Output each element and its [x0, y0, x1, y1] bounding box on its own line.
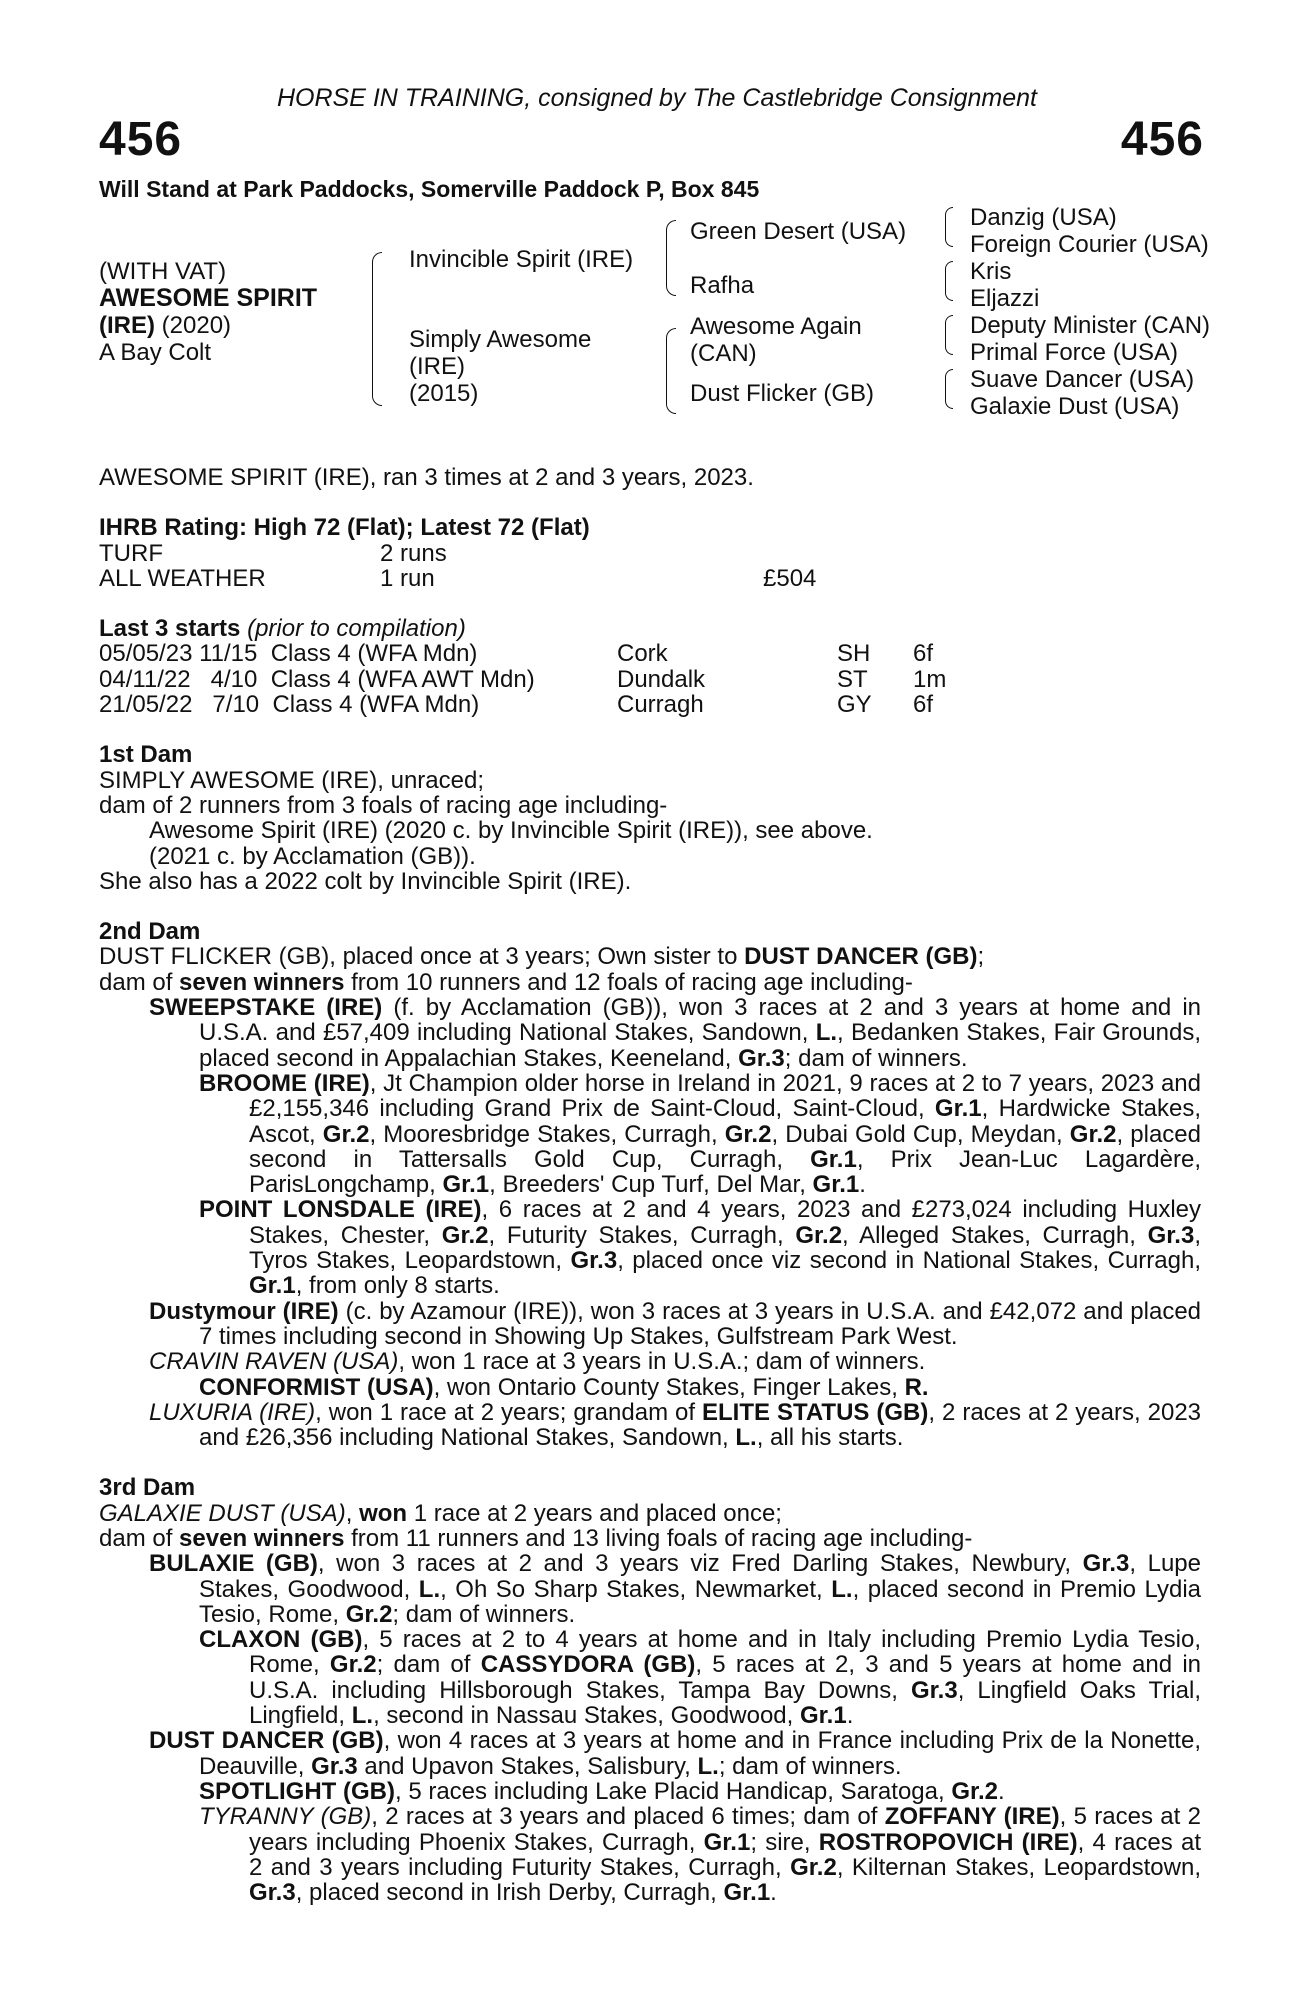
pedigree-ssd: Foreign Courier (USA): [970, 231, 1209, 258]
horse-name: AWESOME SPIRIT: [99, 284, 318, 312]
pedigree-sdd: Eljazzi: [970, 285, 1040, 312]
text: , Hardwicke Stakes, Ascot,: [249, 1095, 1201, 1148]
pedigree-dsd: Primal Force (USA): [970, 339, 1179, 366]
horse-name: DUST DANCER (GB): [744, 943, 978, 971]
grade: Gr.2: [795, 1221, 843, 1249]
grade: Gr.2: [322, 1120, 370, 1148]
third-dam-line: [99, 1526, 1201, 1551]
pedigree-bracket-main: [372, 252, 382, 406]
text: ; sire,: [750, 1828, 819, 1856]
start-race: 21/05/22 7/10 Class 4 (WFA Mdn): [99, 691, 480, 719]
grade: Gr.3: [1147, 1221, 1195, 1249]
progeny-entry: [99, 1400, 1201, 1451]
text: .: [998, 1777, 1005, 1805]
grade: Gr.2: [345, 1600, 393, 1628]
progeny-entry: [99, 1349, 1201, 1374]
rating-surface: ALL WEATHER: [99, 564, 266, 592]
horse-year: (2020): [161, 312, 232, 339]
grade: Gr.2: [951, 1777, 999, 1805]
last-starts-heading: [99, 616, 1201, 641]
catalogue-body: [99, 465, 1201, 1905]
text: , won Ontario County Stakes, Finger Lakes,: [433, 1373, 905, 1401]
text: , second in Nassau Stakes, Goodwood,: [373, 1702, 800, 1730]
text: ; dam of winners.: [718, 1752, 902, 1780]
grade: Gr.3: [311, 1752, 358, 1780]
start-course: Cork: [617, 640, 668, 668]
start-distance: 6f: [913, 691, 934, 719]
text: , won 1 race at 3 years in U.S.A.; dam of winners.: [398, 1348, 926, 1376]
text: , Bedanken Stakes, Fair Grounds, placed second in Appalachian Stakes, Keeneland,: [199, 1019, 1201, 1072]
winners-count: seven winners: [179, 1524, 345, 1552]
second-dam-line: [99, 944, 1201, 969]
text: .: [846, 1702, 854, 1730]
start-course: Curragh: [617, 691, 704, 719]
text: .: [859, 1171, 866, 1199]
text: , 5 races at 2 years including Phoenix Stakes, Curragh,: [249, 1803, 1201, 1856]
text: , Prix Jean-Luc Lagardère, ParisLongchamp,: [249, 1145, 1201, 1199]
start-distance: 6f: [913, 640, 934, 668]
grade: L.: [697, 1752, 719, 1780]
grade: Gr.2: [724, 1120, 772, 1148]
text: , placed once viz second in National Stakes, Curragh,: [617, 1247, 1201, 1275]
text: , won 3 races at 2 and 3 years viz Fred Darling Stakes, Newbury,: [317, 1550, 1083, 1578]
horse-name: GALAXIE DUST (USA): [99, 1499, 346, 1527]
progeny-entry: [99, 1299, 1201, 1350]
text: , 5 races at 2 to 4 years at home and in Italy including Premio Lydia Tesio, Rome,: [249, 1626, 1202, 1679]
horse-name: ELITE STATUS (GB): [702, 1398, 929, 1426]
pedigree-sds: Kris: [970, 258, 1012, 285]
stand-location: Will Stand at Park Paddocks, Somerville Paddock P, Box 845: [99, 176, 760, 202]
pedigree-sd: Rafha: [690, 272, 755, 299]
consignment-header: HORSE IN TRAINING, consigned by The Castlebridge Consignment: [276, 84, 1038, 112]
text: , 6 races at 2 and 4 years, 2023 and £273,024 including Huxley Stakes, Chester,: [249, 1196, 1201, 1249]
pedigree-bracket-dd: [945, 369, 953, 409]
third-dam-title: 3rd Dam: [99, 1474, 196, 1502]
grade: L.: [735, 1424, 757, 1452]
text: , 4 races at 2 and 3 years including Futurity Stakes, Curragh,: [249, 1828, 1202, 1881]
grade: Gr.2: [441, 1221, 489, 1249]
pedigree-ds-1: Awesome Again: [690, 313, 862, 340]
progeny-entry: [99, 1804, 1201, 1905]
pedigree-sire: Invincible Spirit (IRE): [409, 246, 634, 273]
progeny-entry: [99, 995, 1201, 1071]
pedigree-dam-2: (IRE): [409, 353, 465, 380]
pedigree-bracket-sire: [666, 220, 676, 296]
start-going: ST: [837, 665, 868, 693]
grade: Gr.1: [723, 1879, 771, 1907]
pedigree-sss: Danzig (USA): [970, 204, 1117, 231]
grade: Gr.1: [810, 1145, 857, 1173]
second-dam-line: [99, 970, 1201, 995]
rating-row-turf: [99, 541, 1201, 566]
grade: Gr.3: [249, 1879, 296, 1907]
pedigree-ds-2: (CAN): [690, 340, 757, 367]
pedigree-dss: Deputy Minister (CAN): [970, 312, 1211, 339]
horse-name: LUXURIA (IRE): [149, 1398, 316, 1426]
horse-name: Dustymour (IRE): [149, 1297, 339, 1325]
grade: L.: [815, 1019, 838, 1047]
text: ; dam of winners.: [392, 1600, 576, 1628]
text: , Futurity Stakes, Curragh,: [488, 1221, 796, 1249]
horse-name: ROSTROPOVICH (IRE): [818, 1828, 1078, 1856]
grade: L.: [418, 1575, 441, 1603]
text: , placed second in Tattersalls Gold Cup, Curragh,: [249, 1120, 1201, 1173]
first-dam-line: She also has a 2022 colt by Invincible Spirit (IRE).: [99, 867, 632, 895]
last-starts-note: (prior to compilation): [247, 615, 466, 643]
grade: Gr.1: [934, 1095, 982, 1123]
horse-name: CASSYDORA (GB): [480, 1651, 696, 1679]
progeny-entry: [99, 1728, 1201, 1779]
text: , all his starts.: [756, 1424, 904, 1452]
text: from 11 runners and 13 living foals of racing age including-: [344, 1524, 973, 1552]
text: (c. by Azamour (IRE)), won 3 races at 3 years in U.S.A. and £42,072 and placed 7 times including second in Showing Up Stakes, Gulfstream Park West.: [199, 1297, 1202, 1350]
horse-origin: (IRE): [99, 312, 155, 339]
text: , Lingfield Oaks Trial, Lingfield,: [249, 1676, 1201, 1730]
rating-surface: TURF: [99, 539, 163, 567]
text: ;: [977, 943, 985, 971]
grade: L.: [351, 1702, 374, 1730]
grade: Gr.2: [1069, 1120, 1117, 1148]
start-distance: 1m: [913, 665, 947, 693]
grade: Gr.3: [738, 1044, 785, 1072]
horse-origin-year: [99, 312, 231, 339]
text: dam of: [99, 1524, 180, 1552]
text: , from only 8 starts.: [295, 1272, 500, 1300]
text: ,: [345, 1499, 360, 1527]
horse-name: DUST DANCER (GB): [149, 1727, 384, 1755]
start-race: 04/11/22 4/10 Class 4 (WFA AWT Mdn): [99, 665, 535, 693]
grade: Gr.2: [790, 1853, 837, 1881]
first-dam-line: SIMPLY AWESOME (IRE), unraced;: [99, 766, 485, 794]
rating-runs: 2 runs: [380, 539, 447, 567]
first-dam-title: 1st Dam: [99, 741, 193, 769]
horse-name: BROOME (IRE): [199, 1069, 370, 1097]
rating-runs: 1 run: [380, 564, 435, 592]
text: , Dubai Gold Cup, Meydan,: [771, 1120, 1070, 1148]
lot-number-left: 456: [99, 113, 183, 166]
text: won: [359, 1499, 408, 1527]
progeny-entry: [99, 1071, 1201, 1197]
grade: Gr.3: [1082, 1550, 1130, 1578]
vat-note: (WITH VAT): [99, 258, 227, 285]
pedigree-bracket-ds: [945, 315, 953, 355]
horse-name: ZOFFANY (IRE): [884, 1803, 1060, 1831]
text: , placed second in Premio Lydia Tesio, Rome,: [199, 1575, 1201, 1628]
pedigree-bracket-sd: [945, 261, 953, 301]
pedigree-dam-1: Simply Awesome: [409, 326, 592, 353]
grade: Gr.1: [812, 1171, 860, 1199]
grade: R.: [904, 1373, 929, 1401]
text: , 2 races at 3 years and placed 6 times; dam of: [371, 1803, 885, 1831]
winners-count: seven winners: [179, 968, 345, 996]
text: , Lupe Stakes, Goodwood,: [199, 1550, 1202, 1603]
start-going: GY: [837, 691, 872, 719]
pedigree-dds: Suave Dancer (USA): [970, 366, 1195, 393]
first-dam-progeny: Awesome Spirit (IRE) (2020 c. by Invincible Spirit (IRE)), see above.: [149, 817, 873, 845]
grade: Gr.1: [800, 1702, 847, 1730]
start-row: [99, 641, 1201, 666]
grade: Gr.1: [703, 1828, 751, 1856]
text: dam of: [99, 968, 180, 996]
grade: Gr.3: [910, 1676, 958, 1704]
text: , Alleged Stakes, Curragh,: [842, 1221, 1148, 1249]
first-dam-line: dam of 2 runners from 3 foals of racing age including-: [99, 791, 668, 819]
text: , Jt Champion older horse in Ireland in 2021, 9 races at 2 to 7 years, 2023 and £2,155,346 including Grand Prix de Saint-Cloud, Saint-Cloud,: [249, 1069, 1201, 1123]
first-dam-progeny: (2021 c. by Acclamation (GB)).: [149, 842, 476, 870]
progeny-entry: [99, 1197, 1201, 1298]
horse-name: TYRANNY (GB): [199, 1803, 372, 1831]
text: , Mooresbridge Stakes, Curragh,: [369, 1120, 725, 1148]
progeny-entry: [99, 1627, 1201, 1728]
text: , Tyros Stakes, Leopardstown,: [249, 1221, 1201, 1275]
text: DUST FLICKER (GB), placed once at 3 years; Own sister to: [99, 943, 745, 971]
start-course: Dundalk: [617, 665, 706, 693]
text: from 10 runners and 12 foals of racing age including-: [344, 968, 913, 996]
rating-row-aw: [99, 566, 1201, 591]
text: ; dam of winners.: [784, 1044, 968, 1072]
horse-name: CLAXON (GB): [199, 1626, 363, 1654]
lot-number-right: 456: [1120, 113, 1204, 166]
horse-name: SPOTLIGHT (GB): [199, 1777, 395, 1805]
grade: Gr.2: [329, 1651, 377, 1679]
text: , won 4 races at 3 years at home and in France including Prix de la Nonette, Deauville,: [199, 1727, 1201, 1780]
horse-name: BULAXIE (GB): [149, 1550, 318, 1578]
pedigree-dd: Dust Flicker (GB): [690, 380, 875, 407]
pedigree-dam-3: (2015): [409, 380, 479, 407]
text: .: [770, 1879, 777, 1907]
grade: Gr.3: [570, 1247, 618, 1275]
pedigree-bracket-dam: [666, 328, 676, 414]
grade: Gr.1: [249, 1272, 296, 1300]
grade: L.: [831, 1575, 853, 1603]
text: , Oh So Sharp Stakes, Newmarket,: [440, 1575, 832, 1603]
horse-description: A Bay Colt: [99, 339, 212, 366]
text: and Upavon Stakes, Salisbury,: [357, 1752, 698, 1780]
rating-prize: £504: [763, 564, 817, 592]
text: ; dam of: [376, 1651, 481, 1679]
third-dam-line: [99, 1501, 1201, 1526]
text: , 5 races including Lake Placid Handicap, Saratoga,: [394, 1777, 952, 1805]
last-starts-title: Last 3 starts: [99, 615, 241, 643]
horse-name: POINT LONSDALE (IRE): [199, 1196, 482, 1224]
text: , Kilternan Stakes, Leopardstown,: [836, 1853, 1202, 1881]
pedigree-bracket-ss: [945, 207, 953, 247]
text: (f. by Acclamation (GB)), won 3 races at 2 and 3 years at home and in U.S.A. and £57,409 including National Stakes, Sandown,: [199, 994, 1202, 1047]
text: , won 1 race at 2 years; grandam of: [315, 1398, 703, 1426]
progeny-entry: [99, 1375, 1201, 1400]
pedigree-ss: Green Desert (USA): [690, 218, 907, 245]
text: 1 race at 2 years and placed once;: [407, 1499, 782, 1527]
start-going: SH: [837, 640, 871, 668]
progeny-entry: [99, 1551, 1201, 1627]
horse-name: SWEEPSTAKE (IRE): [149, 994, 383, 1022]
start-row: [99, 692, 1201, 717]
text: , placed second in Irish Derby, Curragh,: [295, 1879, 724, 1907]
horse-name: CONFORMIST (USA): [199, 1373, 434, 1401]
start-row: [99, 667, 1201, 692]
text: , 5 races at 2, 3 and 5 years at home and in U.S.A. including Hillsborough Stakes, Tampa Bay Downs,: [249, 1651, 1202, 1704]
race-summary: AWESOME SPIRIT (IRE), ran 3 times at 2 and 3 years, 2023.: [99, 464, 754, 491]
text: , 2 races at 2 years, 2023 and £26,356 including National Stakes, Sandown,: [199, 1398, 1202, 1452]
progeny-entry: [99, 1779, 1201, 1804]
start-race: 05/05/23 11/15 Class 4 (WFA Mdn): [99, 640, 478, 668]
pedigree-ddd: Galaxie Dust (USA): [970, 393, 1180, 420]
text: , Breeders' Cup Turf, Del Mar,: [489, 1171, 813, 1199]
horse-name: CRAVIN RAVEN (USA): [149, 1348, 399, 1376]
grade: Gr.1: [442, 1171, 490, 1199]
rating-title: IHRB Rating: High 72 (Flat); Latest 72 (Flat): [99, 514, 590, 542]
second-dam-title: 2nd Dam: [99, 918, 201, 946]
